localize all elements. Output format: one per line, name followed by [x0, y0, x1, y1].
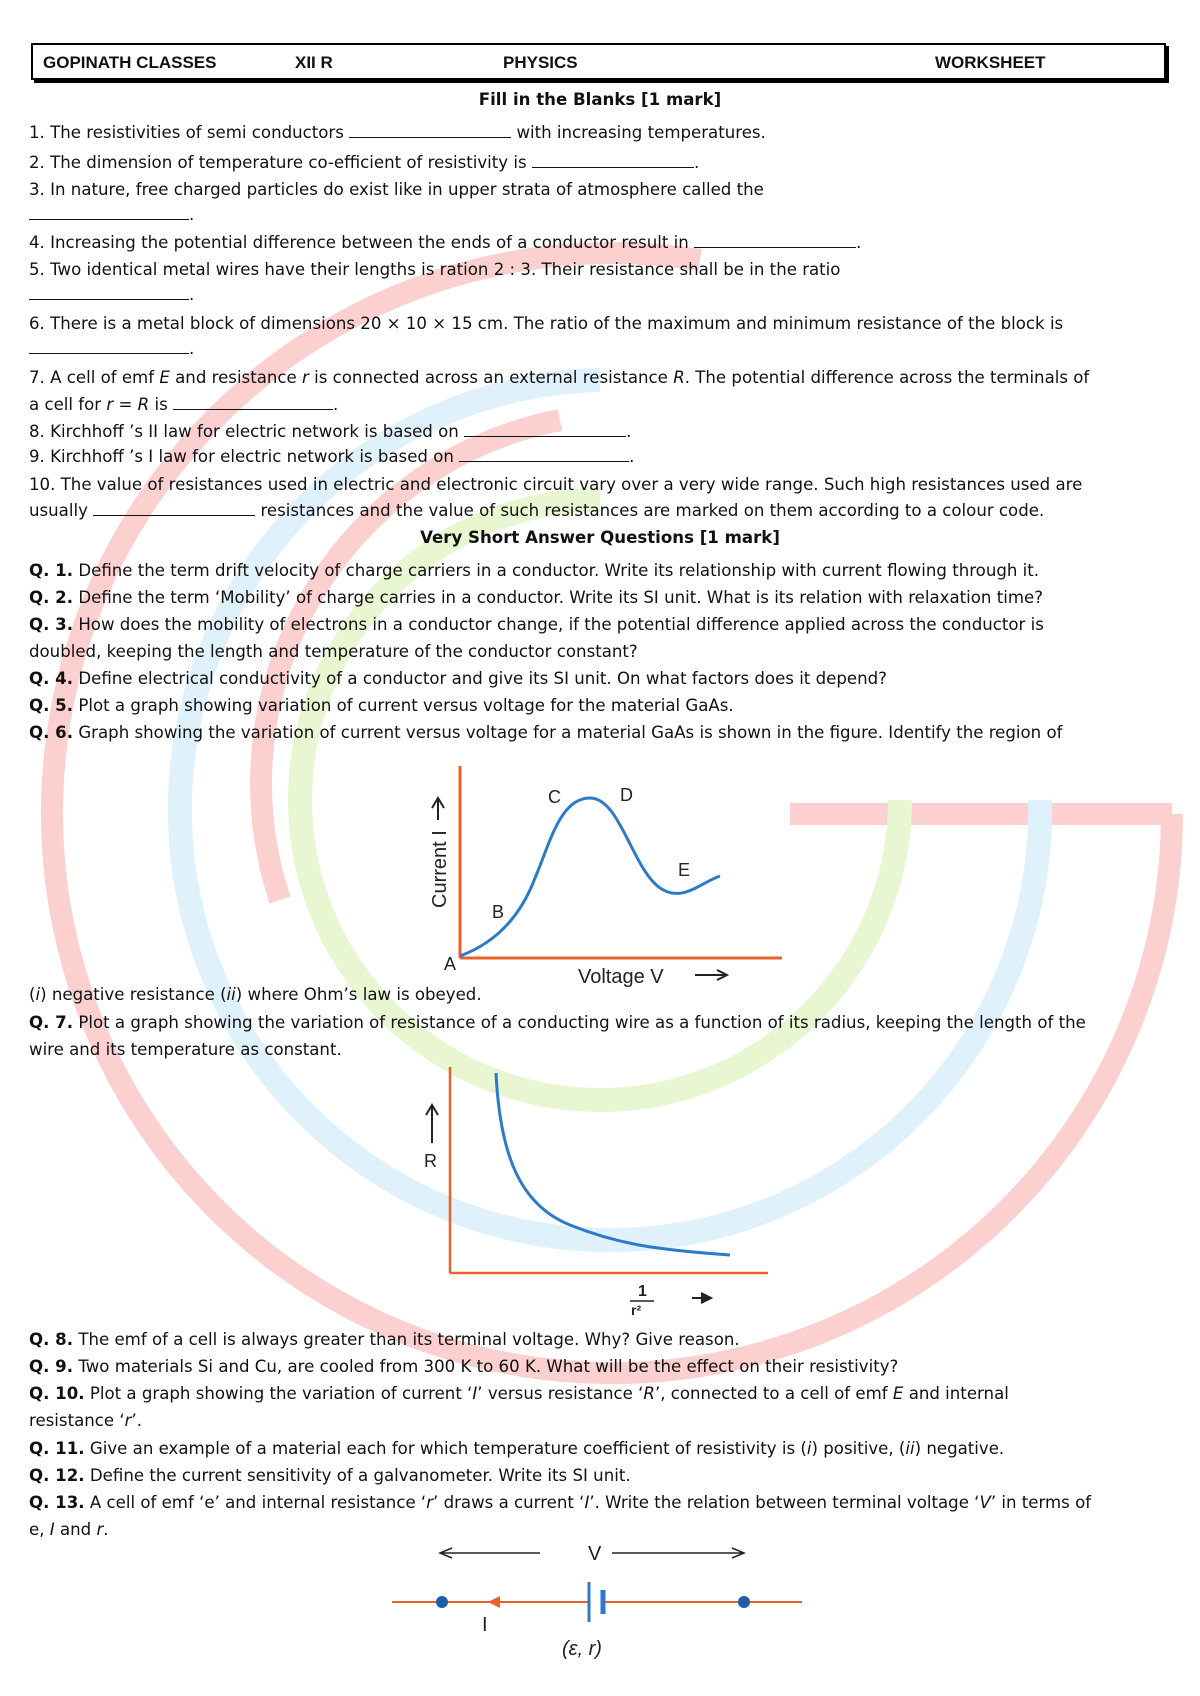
point-E: E — [678, 860, 691, 880]
point-A: A — [444, 954, 457, 974]
vsa-q4: Q. 4. Define electrical conductivity of a conductor and give its SI unit. On what factors does it depend? — [29, 669, 887, 688]
node-left — [436, 1596, 448, 1608]
vsa-q5: Q. 5. Plot a graph showing variation of current versus voltage for the material GaAs. — [29, 696, 734, 715]
r-curve — [496, 1073, 730, 1255]
header-bar — [31, 43, 1166, 80]
worksheet-label: WORKSHEET — [935, 53, 1046, 72]
x-axis-label: Voltage V — [578, 966, 664, 988]
answer-blank[interactable] — [532, 153, 694, 168]
class-label: XII R — [295, 53, 333, 72]
vsa-q3-cont: doubled, keeping the length and temperature of the conductor constant? — [29, 642, 638, 661]
voltage-arrow-right-icon — [612, 1548, 744, 1558]
vsa-q10: Q. 10. Plot a graph showing the variation of current ‘I’ versus resistance ‘R’, connected to a cell of emf E and internal — [29, 1384, 1009, 1403]
node-right — [738, 1596, 750, 1608]
voltage-label: V — [588, 1543, 602, 1565]
y-arrow-icon — [432, 798, 444, 820]
point-D: D — [620, 785, 633, 805]
x-arrow-icon — [692, 1293, 711, 1303]
answer-blank[interactable] — [459, 447, 629, 462]
point-C: C — [548, 787, 561, 807]
fill-blank-q3-cont: . — [29, 205, 1179, 225]
answer-blank[interactable] — [173, 395, 333, 410]
fill-blank-q4: 4. Increasing the potential difference between the ends of a conductor result in . — [29, 233, 862, 252]
x-axis-label-num: 1 — [638, 1283, 647, 1300]
vsa-q12: Q. 12. Define the current sensitivity of a galvanometer. Write its SI unit. — [29, 1466, 631, 1485]
answer-blank[interactable] — [349, 123, 511, 138]
voltage-arrow-left-icon — [440, 1548, 540, 1558]
y-arrow-icon — [426, 1105, 438, 1143]
fill-blank-q9: 9. Kirchhoff ’s I law for electric network is based on . — [29, 447, 635, 466]
fill-blank-q2: 2. The dimension of temperature co-efficient of resistivity is . — [29, 153, 700, 172]
answer-blank[interactable] — [93, 501, 255, 516]
vsa-q7: Q. 7. Plot a graph showing the variation of resistance of a conducting wire as a function of its radius, keeping the length of the — [29, 1013, 1086, 1032]
vsa-q11: Q. 11. Give an example of a material each for which temperature coefficient of resistivity is (i) positive, (ii) negative. — [29, 1439, 1005, 1458]
fill-blank-q10-cont: usually resistances and the value of such resistances are marked on them according to a colour code. — [29, 501, 1045, 520]
fill-blank-q7-cont: a cell for r = R is . — [29, 395, 339, 414]
x-arrow-icon — [695, 970, 727, 980]
vsa-q6-cont: (i) negative resistance (ii) where Ohm’s law is obeyed. — [29, 985, 482, 1004]
vsa-q13-cont: e, I and r. — [29, 1520, 109, 1539]
fill-blank-q5-cont: . — [29, 285, 1179, 305]
vsa-q1: Q. 1. Define the term drift velocity of charge carriers in a conductor. Write its relationship with current flowing through it. — [29, 561, 1040, 580]
institute-name: GOPINATH CLASSES — [43, 53, 217, 72]
fill-blank-q8: 8. Kirchhoff ’s II law for electric network is based on . — [29, 422, 632, 441]
answer-blank[interactable] — [29, 339, 189, 354]
answer-blank[interactable] — [694, 233, 856, 248]
resistance-radius-graph — [410, 1065, 770, 1315]
vsa-q6: Q. 6. Graph showing the variation of current versus voltage for a material GaAs is shown in the figure. Identify the region of — [29, 723, 1063, 742]
answer-blank[interactable] — [29, 205, 189, 220]
fill-blank-q3: 3. In nature, free charged particles do exist like in upper strata of atmosphere called the — [29, 180, 764, 199]
subject-label: PHYSICS — [503, 53, 578, 72]
fill-blank-q6: 6. There is a metal block of dimensions 20 × 10 × 15 cm. The ratio of the maximum and minimum resistance of the block is — [29, 314, 1064, 333]
vsa-q2: Q. 2. Define the term ‘Mobility’ of charge carries in a conductor. Write its SI unit. What is its relation with relaxation time? — [29, 588, 1044, 607]
vsa-q9: Q. 9. Two materials Si and Cu, are cooled from 300 K to 60 K. What will be the effect on their resistivity? — [29, 1357, 899, 1376]
y-axis-label: R — [424, 1151, 437, 1171]
x-axis-label-den: r² — [631, 1302, 642, 1315]
fill-blank-q5: 5. Two identical metal wires have their lengths is ration 2 : 3. Their resistance shall be in the ratio — [29, 260, 841, 279]
cell-circuit-diagram — [390, 1540, 810, 1690]
answer-blank[interactable] — [464, 422, 626, 437]
vsa-q13: Q. 13. A cell of emf ‘e’ and internal resistance ‘r’ draws a current ‘I’. Write the relation between terminal voltage ‘V’ in terms of — [29, 1493, 1092, 1512]
section-fill-blanks-title: Fill in the Blanks [1 mark] — [478, 90, 722, 109]
section-vsa-title: Very Short Answer Questions [1 mark] — [420, 528, 780, 547]
point-B: B — [492, 902, 505, 922]
vsa-q8: Q. 8. The emf of a cell is always greater than its terminal voltage. Why? Give reason. — [29, 1330, 740, 1349]
fill-blank-q10: 10. The value of resistances used in electric and electronic circuit vary over a very wide range. Such high resistances used are — [29, 475, 1083, 494]
fill-blank-q1: 1. The resistivities of semi conductors with increasing temperatures. — [29, 123, 766, 142]
y-axis-label: Current I — [429, 830, 451, 908]
vsa-q10-cont: resistance ‘r’. — [29, 1411, 143, 1430]
cell-label: (ε, r) — [562, 1638, 602, 1660]
vsa-q3: Q. 3. How does the mobility of electrons in a conductor change, if the potential difference applied across the conductor is — [29, 615, 1044, 634]
current-arrow-icon — [488, 1596, 500, 1608]
fill-blank-q6-cont: . — [29, 339, 1179, 359]
vsa-q7-cont: wire and its temperature as constant. — [29, 1040, 342, 1059]
gaas-iv-graph — [420, 758, 790, 988]
fill-blank-q7: 7. A cell of emf E and resistance r is connected across an external resistance R. The potential difference across the terminals of — [29, 368, 1090, 387]
current-label: I — [482, 1614, 488, 1636]
answer-blank[interactable] — [29, 285, 189, 300]
